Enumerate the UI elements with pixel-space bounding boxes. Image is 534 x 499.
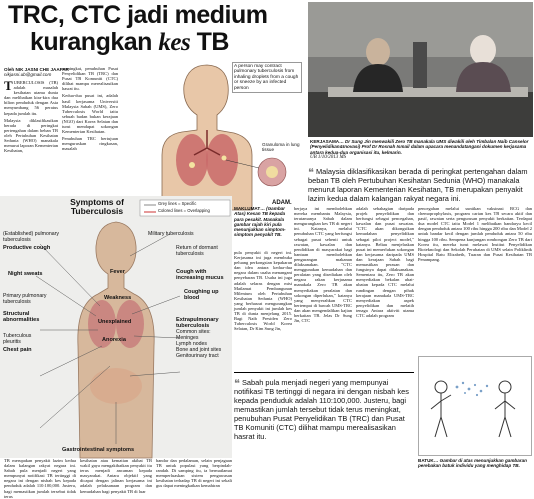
photo-caption [310, 139, 532, 160]
cough-caption-label: BATUK… [418, 458, 439, 463]
label-return-dormant-tb: Return of dormant tuberculosis [176, 245, 218, 257]
meeting-photo [308, 2, 533, 137]
pull-quote-1 [308, 167, 530, 203]
label-night-sweats: Night sweats [8, 271, 43, 277]
byline-name: Oleh NIK JASNI CHE JAAFAR [4, 67, 69, 72]
article-bottom-2: kesihatan atau kematian akibat TB wakil gaya mengakibatkan penyakit itu terus menjadi ancaman kepada masyarakat. Antara objektif yang dicapai dengan jalinan kerjasama ini adalah pelaksanaan program dan kemudahan bagi penyakit TB di luar [80, 458, 152, 494]
label-fever: Fever [110, 269, 125, 275]
label-productive-cough: Productive cough [3, 245, 51, 251]
article-column-1: TUBERCULOSIS (TB) adalah masalah kesihatan utama dunia dan melibatkan kira-kira dua bilion penduduk dengan Asia menyumbang 56 peratus kepada jumlah itu. Malaysia diklasifikasikan berada di peringkat pertengahan dalam beban TB oleh Pertubuhan Kesihatan Sedunia (WHO) manakala menurut laporan Kementerian Kesihatan, [4, 78, 58, 154]
quote-mark-icon: ❝ [234, 378, 240, 390]
article-column-6: berjaya ini membolehkan mereka membantu Malaysia, terutamanya Sabah dalam mengurangkan kes TB di negeri ini. Katanya, melalui penubuhan CTC yang berfungsi sebagai pusat sehenti untuk rawatan, kawalan dan pendidikan di masyarakat bagi bantuan membolehkan pengurangan makanan dilaksanakan. "CTC menggunakan kemudahan dan peralatan yang disediakan oleh negara rakan kerjasama manakala Zero TB akan menyediakan peralatan dan sokongan diperlukan," katanya yang menyerahkan CTC bertempat di bawah UMS-TRC dan akan mengendalikan kajian berkaitan TB. Jelas Dr Sung Jin, CTC [294, 206, 352, 324]
article-column-5: pula penyakit di negeri ini. Kerjasama ini juga membuka peluang perkongsian kepakaran dan idea antara kedua-dua negara dalam usaha menangani penyebaran TB. Usaha ini juga adalah selaras dengan misi Matlamat Pembangunan Milenium oleh Pertubuhan Kesihatan Sedunia (WHO) yang berhasrat mengurangkan jumlah penyakit ini jumlah kes TB di dunia menjelang 2015. Bagi Naib Presiden Zero Tuberculosis World Korea Selatan, Dr Kim Sung Jin, [234, 250, 292, 332]
cough-spread-figures [419, 357, 533, 457]
illustration-credit: ADAM. [272, 200, 292, 206]
cough-spread-diagram [418, 356, 532, 456]
pull-quote-2-text: Sabah pula menjadi negeri yang mempunyai notifikasi TB tertinggi di negara ini dengan nisbah kes kepada penduduk adalah 110:100,000. Justeru, bagi memastikan jumlah tersebut tidak terus meningkat, penubuhan Pusat Penyelidikan TB (TRC) dan Pusat TB Komuniti (CTC) dilihat mampu merealisasikan hasrat itu. [234, 378, 409, 441]
tb-infection-illustration [122, 60, 302, 210]
quote-mark-icon: ❝ [308, 167, 314, 179]
granuloma-label: Granuloma in lung tissue [262, 142, 300, 153]
headline-line-2: kurangkan kes TB [30, 28, 229, 56]
label-bone-joint: Bone and joint sites [176, 347, 222, 353]
article-column-2: meningkat, penubuhan Pusat Penyelidikan TB (TRC) dan Pusat TB Komuniti (CTC) dilihat mampu merealisasikan hasrat itu. Kedua-dua pusat ini, adalah hasil kerjasama Universiti Malaysia Sabah (UMS), Zero Tuberculosis World iaitu sebuah badan bukan kerajaan (NGO) dari Korea Selatan dan turut mendapat sokongan Kementerian Kesihatan. Penubuhan TRC bertujuan menguruskan ringkasan, masalah [62, 66, 118, 152]
diagram-caption [234, 206, 292, 238]
photo-caption-label: KERJASAMA… [310, 139, 344, 144]
quote-divider-top [234, 372, 414, 373]
article-column-7: adalah sebahagian daripada projek penyelidikan dan berfungsi sebagai pencegahan, kawalan dan pusat rawatan. "CTC akan dikongsikan kemudahan penyelidikan sebagai pilot project model," katanya. Beliau menjelaskan pusat ini memerlukan sokongan dan kerjasama daripada UMS dan kerajaan Sabah bagi memastikan perasan dan fungsinya dapat dilaksanakan. Sementara itu, Zero TB akan menyediakan bekalan ubat-ubatan kepada CTC melalui rundingan dengan pihak kerajaan manakala UMS-TRC menyediakan aspek penyelidikan dan melatih tenaga Antara aktiviti utama CTC adalah program [356, 206, 414, 318]
label-genitourinary: Genitourinary tract [176, 353, 219, 359]
legend-specific: Grey lines = Specific [158, 201, 197, 206]
label-extrapulmonary-tb: Extrapulmonary tuberculosis [176, 317, 219, 329]
headline-line-1: TRC, CTC jadi medium [8, 1, 268, 29]
photo-caption-date: UB 1/10/2013 MS [310, 154, 347, 160]
label-gastrointestinal: Gastrointestinal symptoms [62, 447, 135, 453]
article-bottom-3: bandar dan pedalaman, selain penjagaan TB untuk populasi yang berpindah-randah. Di samping itu, ia bermatlamat memperluaskan sistem pengawasan kesihatan terhadap TB di negeri ini sekali gus dapat meningkatkan kemahiran [156, 458, 232, 489]
label-coughing-blood: Coughing up blood [184, 289, 219, 301]
label-meninges: Meninges [176, 335, 199, 341]
legend-overlapping: Colored lines = Overlapping [158, 208, 210, 213]
diagram-caption-label: MAKLUMAT… [234, 206, 265, 211]
label-unexplained: Unexplained [98, 319, 132, 325]
cough-caption [418, 458, 532, 469]
label-weakness: Weakness [104, 295, 132, 301]
label-primary-ptb: Primary pulmonary tuberculosis [3, 293, 47, 305]
meeting-photo-scene [308, 2, 533, 137]
infection-note: A person may contract pulmonary tuberculosis from inhaling droplets from a cough or sneeze by an infected person [232, 62, 302, 93]
label-anorexia: Anorexia [102, 337, 126, 343]
pull-quote-2 [234, 378, 414, 441]
diagram-title: Symptoms of Tuberculosis [70, 197, 124, 216]
diagram-caption-text: (Gambar Atas) Kesan TB kepada para pesakit. Manakala gambar rajah kiri pula menunjukkan simptom-simptom penyakit TB. [234, 206, 286, 238]
photo-caption-text: Dr Sung Jin menwakili Zero TB manakala UMS diwakili oleh Timbalan Naib Canselor (Penyelidikan&Inovasi) Prof Dr Rosnah Ismail dalam upacara menandatangani dokumen kerjasama antara kedua-dua organisasi itu, kelmarin. [310, 139, 529, 155]
headline-kes: kes [158, 29, 191, 56]
byline-email: nikjasni.ub@gmail.com [4, 72, 52, 77]
label-military-tb: Military tuberculosis [148, 231, 194, 237]
cough-caption-text: Gambar di atas menunjukkan gambaran perebakan batuk individu yang menghidap TB. [418, 458, 527, 469]
label-cough-mucus: Cough with increasing mucus [176, 269, 224, 281]
symptoms-diagram [0, 196, 232, 458]
label-established-ptb: (Established) pulmonary tuberculosis [3, 231, 59, 243]
label-common-sites: Common sites: [176, 329, 211, 335]
byline [4, 67, 69, 77]
label-tuberculous-pleuritis: Tuberculous pleuritis [3, 333, 32, 345]
label-structural-abnormalities: Structural abnormalities [3, 311, 40, 323]
headline [8, 2, 308, 56]
label-chest-pain: Chest pain [3, 347, 32, 353]
label-lymph-nodes: Lymph nodes [176, 341, 207, 347]
pull-quote-1-text: Malaysia diklasifikasikan berada di peringkat pertengahan dalam beban TB oleh Pertubuhan Kesihatan Sedunia (WHO) manakala menurut laporan Kementerian Kesihatan, TB merupakan penyakit lazim keduа dalam kalangan rakyat negara ini. [308, 167, 528, 203]
article-column-8: pencegahan melalui suntikan vaksinasi BCG dan chemoprophylaxis, program carian kes TB secara aktif dan pasif, rawatan serta pengurusan penyakit berkaitan. Terdapat dua model CTC iaitu Model 1 melibatkan bandaryu kecil dengan penduduk antara 100 ribu hingga 200 ribu dan Model 2 untuk bandar kecil dengan jumlah penduduk antara 50 ribu hingga 100 ribu. Sempena kunjungan rombongan Zero TB dari Korea itu, mereka turut melawat Institut Penyelidikan Bioteknologi dan Sekolah Perubatan di UMS selain Poliklinik Hospital Ratu Elizabeth, Tuaran dan Pusat Kesihatan TB Penampang. [418, 206, 532, 262]
drop-cap: T [4, 78, 13, 93]
article-bottom-1: TB merupakan penyakit lazim kedua dalam kalangan rakyat negara ini. Sabah pula menjadi negeri yang mempunyai notifikasi TB tertinggi di negara ini dengan nisbah kes kepada penduduk adalah 110:100,000. Justeru, bagi memastikan jumlah tersebut tidak terus [4, 458, 76, 499]
